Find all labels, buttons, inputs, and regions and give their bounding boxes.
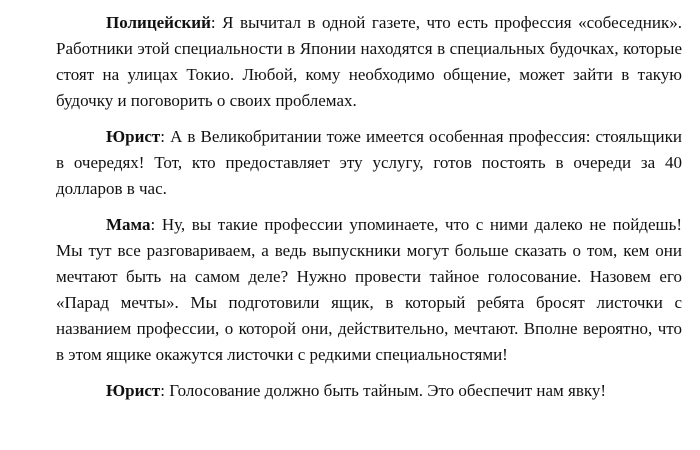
dialogue-paragraph-lawyer-2	[56, 378, 682, 404]
speaker-name: Мама	[106, 215, 151, 234]
speaker-name: Полицейский	[106, 13, 211, 32]
dialogue-text: : Ну, вы такие профессии упоминаете, что с ними далеко не пойдешь! Мы тут все разговариваем, а ведь выпускники могут больше сказать о том, кем они мечтают быть на самом деле? Нужно провести тайное голосование. Назовем его «Парад мечты». Мы подготовили ящик, в который ребята бросят листочки с названием профессии, о которой они, действительно, мечтают. Вполне вероятно, что в этом ящике окажутся листочки с редкими специальностями!	[56, 215, 682, 364]
dialogue-text: : Я вычитал в одной газете, что есть профессия «собеседник». Работники этой специальности в Японии находятся в специальных будочках, которые стоят на улицах Токио. Любой, кому необходимо общение, может зайти в такую будочку и поговорить о своих проблемах.	[56, 13, 682, 110]
dialogue-paragraph-policeman	[56, 10, 682, 114]
speaker-name: Юрист	[106, 127, 161, 146]
speaker-name: Юрист	[106, 381, 161, 400]
dialogue-paragraph-lawyer	[56, 124, 682, 202]
dialogue-paragraph-mother	[56, 212, 682, 368]
dialogue-text: : А в Великобритании тоже имеется особенная профессия: стояльщики в очередях! Тот, кто предоставляет эту услугу, готов постоять в очереди за 40 долларов в час.	[56, 127, 682, 198]
dialogue-text: : Голосование должно быть тайным. Это обеспечит нам явку!	[160, 381, 607, 400]
